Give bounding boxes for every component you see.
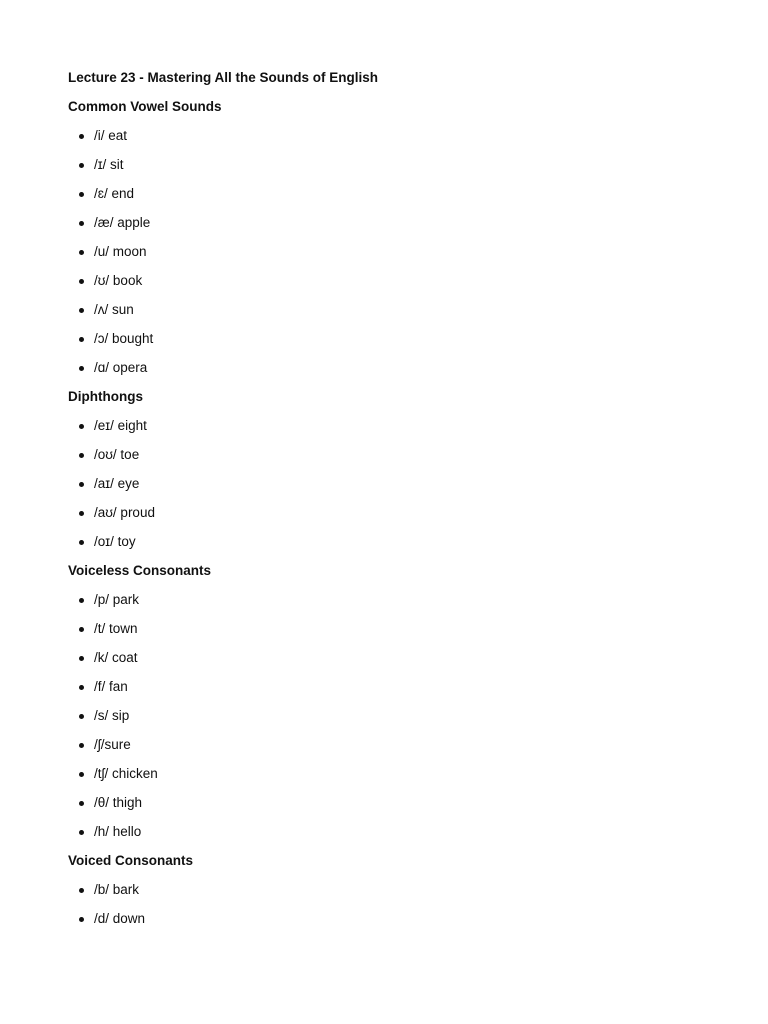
list-item-text: /eɪ/ eight <box>94 418 147 433</box>
bullet-list <box>68 416 708 561</box>
bullet-icon <box>79 482 84 487</box>
list-item <box>68 793 708 822</box>
bullet-icon <box>79 453 84 458</box>
section-heading: Diphthongs <box>68 389 143 404</box>
section-common-vowel-sounds <box>68 97 708 387</box>
list-item <box>68 677 708 706</box>
list-item <box>68 503 708 532</box>
list-item <box>68 329 708 358</box>
bullet-icon <box>79 279 84 284</box>
list-item-text: /ʊ/ book <box>94 273 143 288</box>
list-item <box>68 358 708 387</box>
bullet-icon <box>79 424 84 429</box>
list-item-text: /aʊ/ proud <box>94 505 155 520</box>
bullet-icon <box>79 366 84 371</box>
bullet-icon <box>79 917 84 922</box>
section-heading: Voiceless Consonants <box>68 563 212 578</box>
list-item-text: /d/ down <box>94 911 146 926</box>
list-item <box>68 706 708 735</box>
bullet-icon <box>79 308 84 313</box>
list-item <box>68 474 708 503</box>
list-item <box>68 242 708 271</box>
bullet-icon <box>79 134 84 139</box>
bullet-icon <box>79 540 84 545</box>
list-item <box>68 416 708 445</box>
list-item-text: /tʃ/ chicken <box>94 766 158 781</box>
bullet-icon <box>79 627 84 632</box>
section-heading: Voiced Consonants <box>68 853 194 868</box>
list-item-text: /k/ coat <box>94 650 138 665</box>
bullet-icon <box>79 598 84 603</box>
bullet-list <box>68 880 708 938</box>
list-item <box>68 445 708 474</box>
bullet-list <box>68 126 708 387</box>
list-item-text: /oʊ/ toe <box>94 447 140 462</box>
list-item-text: /θ/ thigh <box>94 795 143 810</box>
list-item <box>68 648 708 677</box>
list-item <box>68 880 708 909</box>
list-item <box>68 271 708 300</box>
list-item-text: /p/ park <box>94 592 140 607</box>
list-item <box>68 764 708 793</box>
list-item <box>68 822 708 851</box>
section-voiceless-consonants <box>68 561 708 851</box>
bullet-icon <box>79 888 84 893</box>
list-item-text: /b/ bark <box>94 882 140 897</box>
bullet-icon <box>79 656 84 661</box>
list-item <box>68 300 708 329</box>
bullet-list <box>68 590 708 851</box>
list-item-text: /oɪ/ toy <box>94 534 136 549</box>
list-item-text: /ɔ/ bought <box>94 331 154 346</box>
list-item-text: /æ/ apple <box>94 215 151 230</box>
list-item <box>68 909 708 938</box>
list-item <box>68 619 708 648</box>
section-heading: Common Vowel Sounds <box>68 99 222 114</box>
bullet-icon <box>79 772 84 777</box>
list-item-text: /ʌ/ sun <box>94 302 134 317</box>
list-item <box>68 184 708 213</box>
bullet-icon <box>79 714 84 719</box>
bullet-icon <box>79 250 84 255</box>
bullet-icon <box>79 221 84 226</box>
list-item-text: /ɑ/ opera <box>94 360 148 375</box>
list-item <box>68 155 708 184</box>
list-item-text: /s/ sip <box>94 708 130 723</box>
list-item <box>68 213 708 242</box>
section-diphthongs <box>68 387 708 561</box>
list-item-text: /ɪ/ sit <box>94 157 124 172</box>
list-item-text: /u/ moon <box>94 244 147 259</box>
bullet-icon <box>79 511 84 516</box>
bullet-icon <box>79 337 84 342</box>
list-item-text: /f/ fan <box>94 679 128 694</box>
list-item-text: /ʃ/sure <box>94 737 131 752</box>
bullet-icon <box>79 830 84 835</box>
list-item-text: /t/ town <box>94 621 138 636</box>
list-item <box>68 532 708 561</box>
list-item-text: /aɪ/ eye <box>94 476 140 491</box>
list-item <box>68 735 708 764</box>
list-item-text: /h/ hello <box>94 824 142 839</box>
list-item <box>68 126 708 155</box>
bullet-icon <box>79 685 84 690</box>
bullet-icon <box>79 192 84 197</box>
list-item <box>68 590 708 619</box>
bullet-icon <box>79 743 84 748</box>
section-voiced-consonants <box>68 851 708 938</box>
document-page <box>68 68 708 938</box>
list-item-text: /ɛ/ end <box>94 186 134 201</box>
bullet-icon <box>79 163 84 168</box>
bullet-icon <box>79 801 84 806</box>
list-item-text: /i/ eat <box>94 128 128 143</box>
document-title: Lecture 23 - Mastering All the Sounds of English <box>68 70 379 85</box>
